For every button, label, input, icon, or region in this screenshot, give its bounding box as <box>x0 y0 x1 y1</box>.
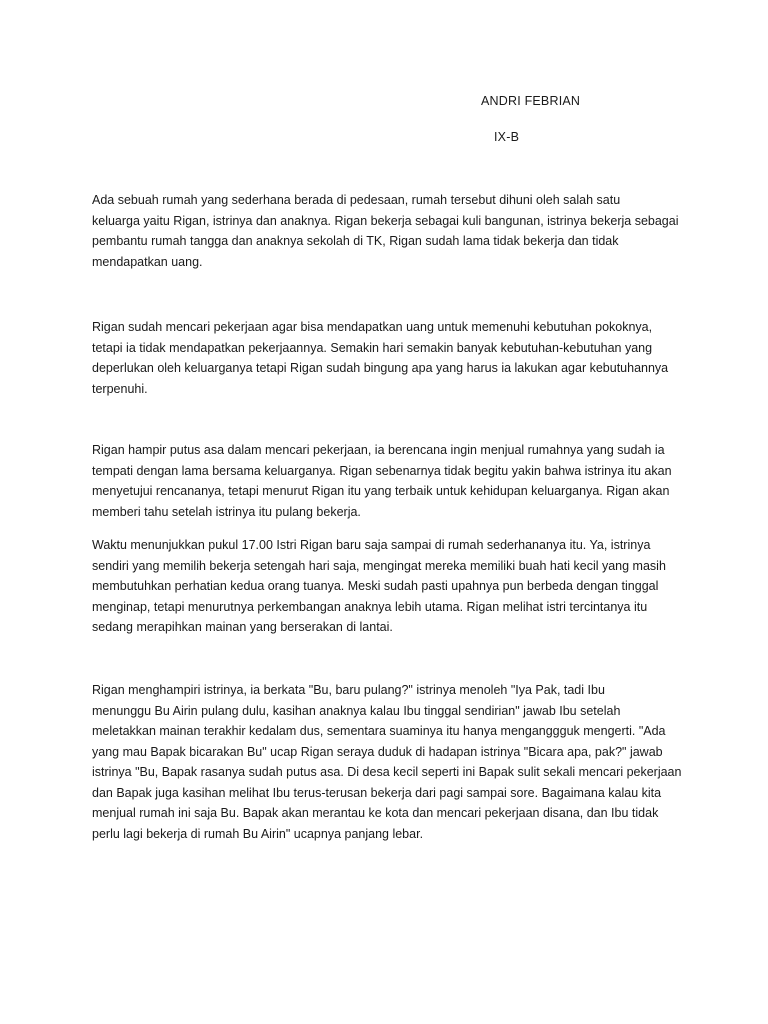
paragraph-3: Rigan hampir putus asa dalam mencari pekerjaan, ia berencana ingin menjual rumahnya yang sudah ia tempati dengan lama bersama keluarganya. Rigan sebenarnya tidak begitu yakin bahwa istrinya itu akan menyetujui rencananya, tetapi menurut Rigan itu yang terbaik untuk kehidupan keluarganya. Rigan akan memberi tahu setelah istrinya itu pulang bekerja. <box>92 443 672 519</box>
class-label: IX-B <box>494 130 520 144</box>
author-name: ANDRI FEBRIAN <box>481 94 581 108</box>
paragraph-2: Rigan sudah mencari pekerjaan agar bisa mendapatkan uang untuk memenuhi kebutuhan pokoknya, tetapi ia tidak mendapatkan pekerjaannya. Semakin hari semakin banyak kebutuhan-kebutuhan yang deperlukan oleh keluarganya tetapi Rigan sudah bingung apa yang harus ia lakukan agar kebutuhannya terpenuhi. <box>92 320 669 396</box>
paragraph-1: Ada sebuah rumah yang sederhana berada di pedesaan, rumah tersebut dihuni oleh salah satu keluarga yaitu Rigan, istrinya dan anaknya. Rigan bekerja sebagai kuli bangunan, istrinya bekerja sebagai pembantu rumah tangga dan anaknya sekolah di TK, Rigan sudah lama tidak bekerja dan tidak mendapatkan uang. <box>92 193 679 269</box>
paragraph-5: Rigan menghampiri istrinya, ia berkata "Bu, baru pulang?" istrinya menoleh "Iya Pak, tadi Ibu menunggu Bu Airin pulang dulu, kasihan anaknya kalau Ibu tinggal sendirian" jawab Ibu setelah meletakkan mainan terakhir kedalam dus, sementara suaminya itu hanya menganggguk mengerti. "Ada yang mau Bapak bicarakan Bu" ucap Rigan seraya duduk di hadapan istrinya "Bicara apa, pak?" jawab istrinya "Bu, Bapak rasanya sudah putus asa. Di desa kecil seperti ini Bapak sulit sekali mencari pekerjaan dan Bapak juga kasihan melihat Ibu terus-terusan bekerja dari pagi sampai sore. Bagaimana kalau kita menjual rumah ini saja Bu. Bapak akan merantau ke kota dan mencari pekerjaan disana, dan Ibu tidak perlu lagi bekerja di rumah Bu Airin" ucapnya panjang lebar. <box>92 683 682 841</box>
paragraph-4: Waktu menunjukkan pukul 17.00 Istri Rigan baru saja sampai di rumah sederhananya itu. Ya, istrinya sendiri yang memilih bekerja setengah hari saja, mengingat mereka memiliki buah hati kecil yang masih membutuhkan perhatian kedua orang tuanya. Meski sudah pasti upahnya pun berbeda dengan tinggal menginap, tetapi menurutnya perkembangan anaknya lebih utama. Rigan melihat istri tercintanya itu sedang merapihkan mainan yang berserakan di lantai. <box>92 538 666 634</box>
